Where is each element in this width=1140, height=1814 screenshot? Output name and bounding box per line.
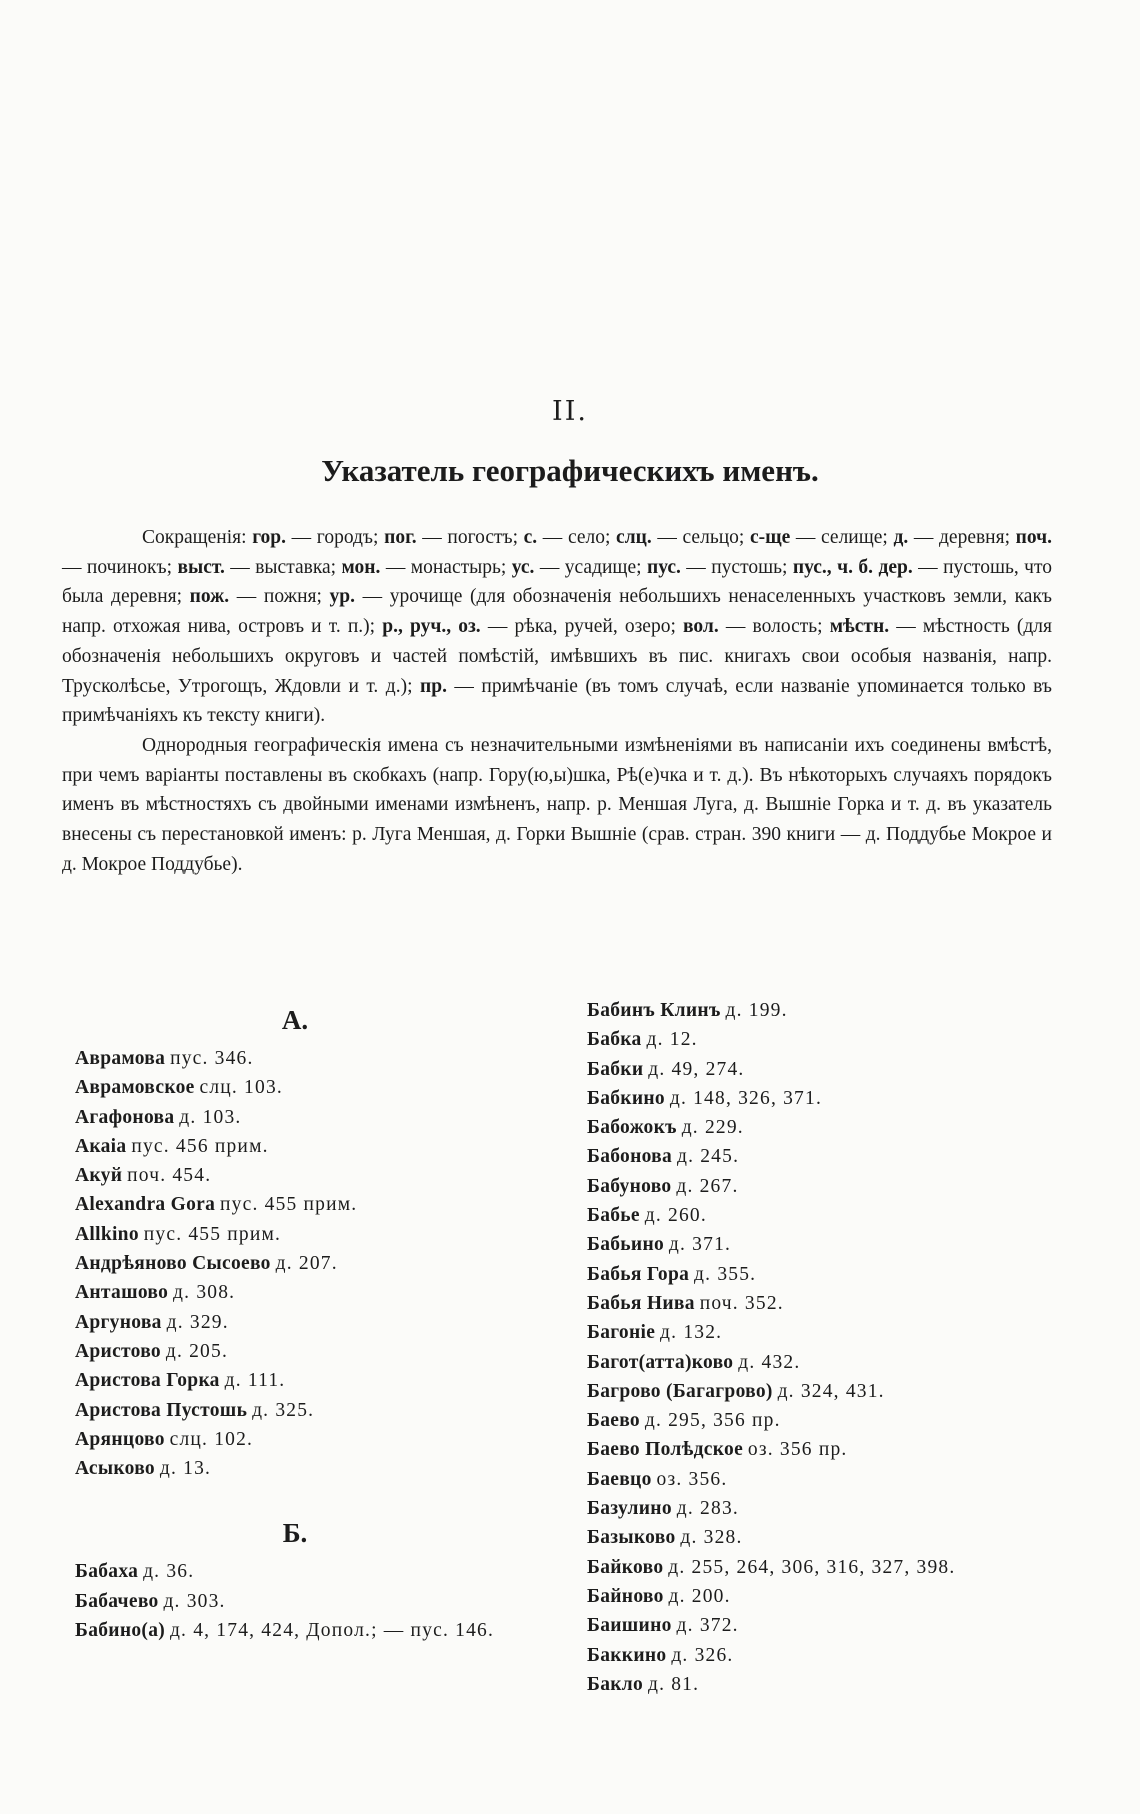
entry-reference: д. 199. <box>725 1000 788 1021</box>
index-column-left <box>75 996 555 1645</box>
entry-name: Бабки <box>587 1058 644 1080</box>
index-column-right <box>587 996 1107 1699</box>
index-entry <box>75 1073 555 1102</box>
entry-name: Бабьино <box>587 1234 665 1256</box>
entry-reference: пус. 455 прим. <box>220 1194 358 1216</box>
entry-name: Багрово (Багагрово) <box>587 1380 773 1402</box>
entry-reference: д. 432. <box>738 1351 801 1373</box>
index-entry <box>587 1348 1107 1377</box>
entry-name: Бабонова <box>587 1146 673 1168</box>
page-title: Указатель географическихъ именъ. <box>321 453 819 488</box>
entry-reference: д. 103. <box>179 1106 242 1128</box>
entry-name: Аврамова <box>75 1048 166 1069</box>
index-entry <box>75 1278 555 1307</box>
index-entry <box>587 1377 1107 1406</box>
index-entry <box>75 1337 555 1366</box>
entry-name: Аврамовское <box>75 1077 195 1099</box>
index-entry <box>587 1201 1107 1230</box>
abbreviation: выст. <box>177 556 225 578</box>
abbreviation-text: — сельцо; <box>651 527 750 548</box>
entry-name: Бабье <box>587 1205 640 1227</box>
entry-reference: д. 371. <box>668 1234 732 1256</box>
index-entry <box>75 1308 555 1337</box>
entry-reference: д. 13. <box>159 1458 212 1480</box>
entry-name: Бабожокъ <box>587 1117 677 1139</box>
introduction <box>62 523 1052 879</box>
abbreviation-text: — урочище (для обозначенія небольшихъ ненаселенныхъ участковъ земли, какъ напр. отхожая нива, островъ и т. п.); <box>62 586 1053 638</box>
entry-reference: д. 325. <box>252 1399 315 1421</box>
index-entry <box>75 1616 555 1645</box>
entry-name: Бабья Гора <box>587 1263 690 1285</box>
entry-list-a <box>75 1044 555 1483</box>
abbreviation: ур. <box>329 586 356 608</box>
abbreviation: д. <box>893 527 909 548</box>
abbreviation-text: — пустошь, что была деревня; <box>62 556 1052 608</box>
index-entry <box>587 1670 1107 1699</box>
abbreviation-text: — волость; <box>718 616 830 638</box>
index-entry <box>587 1289 1107 1318</box>
entry-reference: д. 148, 326, 371. <box>669 1087 823 1109</box>
abbreviation: мон. <box>341 556 381 578</box>
index-entry <box>75 1190 555 1219</box>
abbreviation-text: — село; <box>537 527 617 548</box>
entry-name: Баевцо <box>587 1468 652 1490</box>
index-entry <box>587 1084 1107 1113</box>
index-entry <box>75 1396 555 1425</box>
entry-name: Аристова Горка <box>75 1370 220 1392</box>
index-entry <box>587 1435 1107 1464</box>
index-entry <box>587 1142 1107 1171</box>
entry-reference: поч. 352. <box>699 1292 784 1314</box>
abbreviation-text: — выставка; <box>224 556 342 578</box>
entry-reference: д. 207. <box>275 1253 338 1275</box>
index-entry <box>587 1230 1107 1259</box>
entry-name: Бабка <box>587 1029 642 1051</box>
entry-name: Баккино <box>587 1644 667 1666</box>
entry-reference: д. 329. <box>166 1311 229 1333</box>
abbreviation: с-ще <box>749 527 791 548</box>
entry-name: Аргунова <box>75 1311 162 1333</box>
entry-name: Аристово <box>75 1340 161 1362</box>
index-entry <box>587 1318 1107 1347</box>
entry-list-b <box>75 1557 555 1645</box>
abbreviation: мѣстн. <box>829 616 890 638</box>
abbreviation-text: — селище; <box>790 527 894 548</box>
entry-name: Бабкино <box>587 1087 665 1109</box>
abbreviations-paragraph <box>62 523 1052 731</box>
abbreviation: гор. <box>252 527 287 548</box>
entry-name: Багот(атта)ково <box>587 1351 734 1373</box>
abbreviation-text: — примѣчаніе (въ томъ случаѣ, если названіе упоминается только въ примѣчаніяхъ къ тексту книги). <box>62 675 1052 727</box>
entry-reference: д. 328. <box>680 1527 743 1549</box>
entry-name: Бабья Нива <box>587 1292 695 1314</box>
entry-name: Бакло <box>587 1673 644 1695</box>
abbreviation: пог. <box>384 527 417 548</box>
entry-reference: д. 255, 264, 306, 316, 327, 398. <box>668 1556 956 1578</box>
entry-name: Асыково <box>75 1458 155 1480</box>
abbreviation: с. <box>523 527 538 548</box>
entry-reference: слц. 103. <box>199 1077 283 1099</box>
index-entry <box>587 1260 1107 1289</box>
index-entry <box>587 1406 1107 1435</box>
entry-name: Бабаха <box>75 1561 139 1583</box>
entry-reference: пус. 346. <box>170 1048 254 1069</box>
abbreviation: пож. <box>189 586 230 608</box>
entry-name: Байково <box>587 1556 664 1578</box>
entry-reference: д. 229. <box>681 1117 744 1139</box>
entry-reference: д. 295, 356 пр. <box>644 1410 781 1432</box>
abbreviation-text: — усадище; <box>534 556 647 578</box>
abbreviation: слц. <box>616 527 652 548</box>
entry-name: Акаіа <box>75 1135 127 1157</box>
entry-reference: д. 12. <box>646 1029 698 1051</box>
entry-name: Агафонова <box>75 1106 175 1128</box>
entry-reference: д. 283. <box>676 1498 739 1520</box>
index-entry <box>75 1103 555 1132</box>
abbreviation: поч. <box>1015 527 1053 548</box>
abbreviation-text: — городъ; <box>286 527 385 548</box>
entry-name: Арянцово <box>75 1428 165 1450</box>
abbreviation: р., руч., оз. <box>382 616 481 638</box>
entry-reference: д. 324, 431. <box>777 1380 885 1402</box>
abbreviation: ус. <box>511 556 535 578</box>
entry-name: Alexandra Gora <box>75 1194 216 1216</box>
abbreviation-text: — монастырь; <box>380 556 512 578</box>
index-entry <box>587 1055 1107 1084</box>
entry-name: Бабачево <box>75 1590 159 1612</box>
entry-reference: д. 260. <box>644 1205 707 1227</box>
entry-reference: поч. 454. <box>127 1165 212 1187</box>
variants-paragraph: Однородныя географическія имена съ незначительными измѣненіями въ написаніи ихъ соединены вмѣстѣ, при чемъ варіанты поставлены въ скобкахъ (напр. Гору(ю,ы)шка, Рѣ(е)чка и т. д.). Въ нѣкоторыхъ случаяхъ порядокъ именъ въ мѣстностяхъ съ двойными именами измѣненъ, напр. р. Меншая Луга, д. Вышніе Горка и т. д. въ указатель внесены съ перестановкой именъ: р. Луга Меншая, д. Горки Вышніе (срав. стран. 390 книги — д. Поддубье Мокрое и д. Мокрое Поддубье). <box>62 734 1052 875</box>
section-number: II. <box>552 396 588 427</box>
index-entry <box>75 1366 555 1395</box>
index-entry <box>587 1025 1107 1054</box>
entry-name: Баишино <box>587 1615 672 1637</box>
letter-heading-a: А. <box>281 1005 309 1035</box>
entry-name: Баево Полѣдское <box>587 1439 744 1461</box>
abbreviation-text: — пожня; <box>229 586 330 608</box>
abbreviation: пус., ч. б. дер. <box>792 556 913 578</box>
entry-reference: д. 205. <box>165 1340 229 1362</box>
entry-reference: оз. 356 пр. <box>747 1439 848 1461</box>
index-entry <box>75 1249 555 1278</box>
index-entry <box>75 1557 555 1586</box>
index-entry <box>75 1587 555 1616</box>
entry-reference: д. 267. <box>676 1175 739 1197</box>
entry-reference: д. 36. <box>143 1561 195 1583</box>
entry-reference: д. 4, 174, 424, Допол.; — пус. 146. <box>169 1620 495 1642</box>
entry-name: Базыково <box>587 1527 676 1549</box>
index-entry <box>75 1161 555 1190</box>
index-entry <box>587 996 1107 1025</box>
entry-name: Базулино <box>587 1498 672 1520</box>
index-entry <box>75 1425 555 1454</box>
letter-heading-b: Б. <box>282 1518 308 1549</box>
abbreviation-text: — пустошь; <box>680 556 793 578</box>
index-entry <box>75 1220 555 1249</box>
entry-name: Андрѣяново Сысоево <box>75 1253 271 1275</box>
index-entry <box>587 1523 1107 1552</box>
index-entry <box>587 1553 1107 1582</box>
entry-list-b-continued <box>587 996 1107 1699</box>
entry-reference: д. 372. <box>676 1615 739 1637</box>
entry-reference: д. 81. <box>647 1673 700 1695</box>
entry-reference: д. 245. <box>676 1146 740 1168</box>
entry-reference: пус. 455 прим. <box>143 1223 282 1245</box>
abbreviation-text: — мѣстность (для обозначенія небольшихъ округовъ и частей помѣстій, имѣвшихъ въ пис. книгахъ свои особыя названія, напр. Трусколѣсье, Утрогощъ, Ждовли и т. д.); <box>62 616 1052 697</box>
entry-name: Аристова Пустошь <box>75 1399 248 1421</box>
entry-name: Багоніе <box>587 1322 656 1344</box>
entry-name: Байново <box>587 1585 664 1607</box>
entry-reference: д. 132. <box>660 1322 723 1344</box>
abbreviation: пус. <box>646 556 681 578</box>
entry-name: Бабинъ Клинъ <box>587 1000 721 1021</box>
abbreviation-text: — рѣка, ручей, озеро; <box>480 616 684 638</box>
entry-reference: д. 200. <box>668 1585 731 1607</box>
entry-reference: д. 355. <box>694 1263 757 1285</box>
entry-name: Анташово <box>75 1282 169 1304</box>
index-entry <box>587 1641 1107 1670</box>
entry-name: Allkino <box>75 1223 139 1245</box>
abbreviation-text: Сокращенія: <box>142 527 253 548</box>
entry-reference: д. 111. <box>224 1370 286 1392</box>
entry-name: Баево <box>587 1410 640 1432</box>
index-entry <box>75 1132 555 1161</box>
entry-reference: д. 303. <box>163 1590 226 1612</box>
abbreviation-text: — починокъ; <box>62 556 178 578</box>
index-entry <box>75 1454 555 1483</box>
index-entry <box>587 1611 1107 1640</box>
index-entry <box>587 1582 1107 1611</box>
abbreviation: вол. <box>683 616 719 638</box>
index-entry <box>75 1044 555 1073</box>
index-entry <box>587 1494 1107 1523</box>
abbreviation-text: — погостъ; <box>416 527 524 548</box>
entry-reference: слц. 102. <box>169 1428 254 1450</box>
entry-name: Бабуново <box>587 1175 672 1197</box>
entry-reference: д. 308. <box>173 1282 236 1304</box>
abbreviation: пр. <box>419 675 447 697</box>
index-entry <box>587 1172 1107 1201</box>
index-entry <box>587 1465 1107 1494</box>
entry-reference: пус. 456 прим. <box>131 1135 269 1157</box>
abbreviation-text: — деревня; <box>908 527 1016 548</box>
entry-reference: д. 49, 274. <box>648 1058 745 1080</box>
entry-reference: оз. 356. <box>656 1468 728 1490</box>
entry-name: Бабино(а) <box>75 1620 166 1642</box>
entry-reference: д. 326. <box>671 1644 734 1666</box>
index-entry <box>587 1113 1107 1142</box>
entry-name: Акуй <box>75 1165 123 1187</box>
